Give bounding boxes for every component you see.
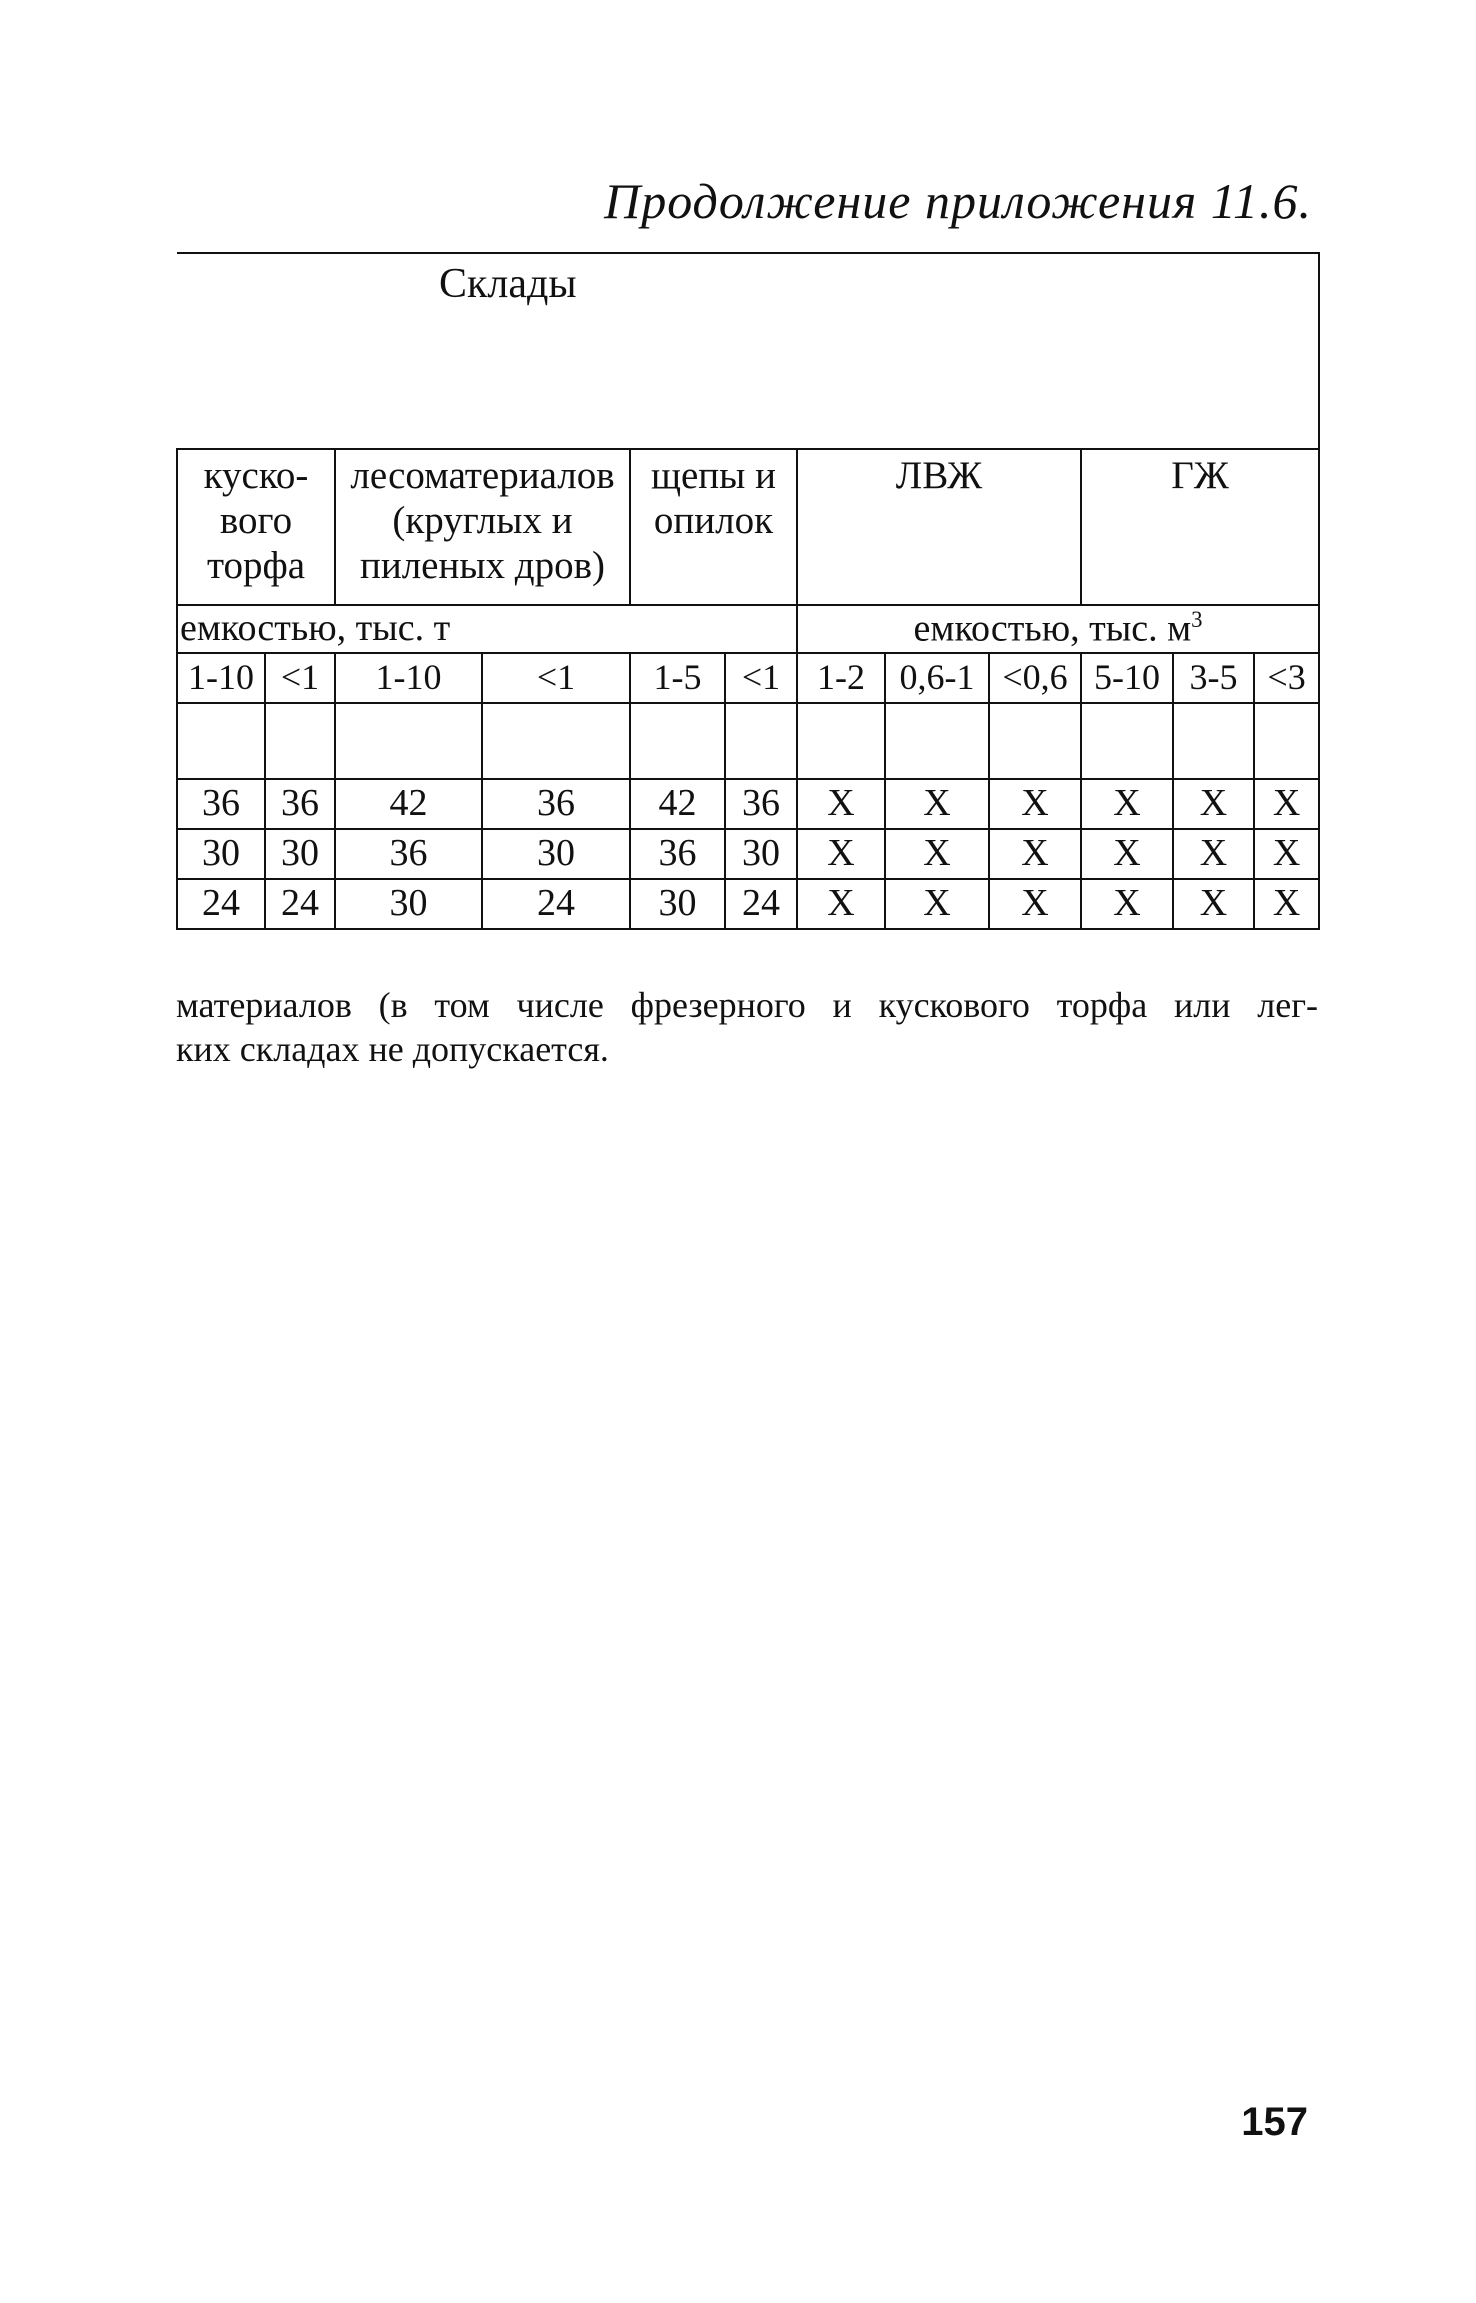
capacity-m3 [797, 605, 1319, 653]
empty-cell [797, 703, 885, 779]
value-cell: 24 [725, 879, 797, 929]
value-cell: 30 [177, 829, 265, 879]
storage-distance-table [176, 252, 1320, 930]
value-cell: 24 [265, 879, 335, 929]
value-cell: X [797, 829, 885, 879]
value-cell: X [1254, 779, 1319, 829]
value-cell: X [1254, 829, 1319, 879]
value-cell: 30 [335, 879, 482, 929]
range-row [177, 653, 1319, 703]
table-row [177, 879, 1319, 929]
value-cell: X [989, 829, 1081, 879]
storage-table-container [176, 252, 1318, 930]
table-row [177, 829, 1319, 879]
value-cell: 24 [482, 879, 630, 929]
empty-cell [1173, 703, 1254, 779]
value-cell: X [1081, 829, 1173, 879]
value-cell: X [885, 779, 989, 829]
group-chips [630, 449, 797, 605]
value-cell: 30 [482, 829, 630, 879]
empty-cell [885, 703, 989, 779]
empty-cell [265, 703, 335, 779]
table-row [177, 779, 1319, 829]
value-cell: 24 [177, 879, 265, 929]
value-cell: 36 [265, 779, 335, 829]
value-cell: 36 [335, 829, 482, 879]
range-cell: 1-5 [630, 653, 725, 703]
value-cell: X [989, 779, 1081, 829]
group-lvzh [797, 449, 1081, 605]
empty-row [177, 703, 1319, 779]
group-gzh [1081, 449, 1319, 605]
page-heading: Продолжение приложения 11.6. [604, 173, 1312, 229]
capacity-row [177, 605, 1319, 653]
empty-cell [1081, 703, 1173, 779]
paragraph-line: материалов (в том числе фрезерного и кускового торфа или лег- [176, 985, 1318, 1025]
range-cell: 1-10 [335, 653, 482, 703]
empty-cell [482, 703, 630, 779]
value-cell: 36 [482, 779, 630, 829]
value-cell: 36 [725, 779, 797, 829]
body-paragraph [176, 984, 1318, 1072]
group-lvzh-label: ЛВЖ [895, 454, 983, 497]
value-cell: X [1173, 779, 1254, 829]
value-cell: X [1254, 879, 1319, 929]
range-cell: <1 [482, 653, 630, 703]
value-cell: 30 [725, 829, 797, 879]
value-cell: X [885, 829, 989, 879]
group-timber-label: лесоматериалов (круглых и пиленых дров) [350, 454, 615, 587]
value-cell: X [1081, 879, 1173, 929]
capacity-m3-exponent: 3 [1191, 607, 1203, 633]
value-cell: X [797, 779, 885, 829]
group-header-row [177, 449, 1319, 605]
value-cell: X [797, 879, 885, 929]
empty-cell [630, 703, 725, 779]
range-cell: <1 [725, 653, 797, 703]
value-cell: X [1173, 829, 1254, 879]
value-cell: 36 [630, 829, 725, 879]
value-cell: 42 [335, 779, 482, 829]
value-cell: X [885, 879, 989, 929]
value-cell: 42 [630, 779, 725, 829]
value-cell: X [989, 879, 1081, 929]
empty-cell [1254, 703, 1319, 779]
range-cell: <3 [1254, 653, 1319, 703]
range-cell: <0,6 [989, 653, 1081, 703]
capacity-tonnes: емкостью, тыс. т [177, 605, 797, 653]
group-gzh-label: ГЖ [1171, 454, 1229, 497]
empty-cell [335, 703, 482, 779]
range-cell: 0,6-1 [885, 653, 989, 703]
group-peat [177, 449, 335, 605]
group-timber [335, 449, 630, 605]
page-number: 157 [1241, 2100, 1308, 2144]
range-cell: 5-10 [1081, 653, 1173, 703]
group-chips-label: щепы и опилок [650, 454, 777, 542]
table-title: Склады [177, 253, 1319, 449]
empty-cell [177, 703, 265, 779]
value-cell: 36 [177, 779, 265, 829]
range-cell: <1 [265, 653, 335, 703]
value-cell: X [1081, 779, 1173, 829]
value-cell: 30 [265, 829, 335, 879]
range-cell: 1-2 [797, 653, 885, 703]
value-cell: X [1173, 879, 1254, 929]
empty-cell [989, 703, 1081, 779]
table-title-row [177, 253, 1319, 449]
empty-cell [725, 703, 797, 779]
group-peat-label: куско- вого торфа [203, 454, 309, 587]
range-cell: 3-5 [1173, 653, 1254, 703]
paragraph-line: ких складах не допускается. [176, 1028, 609, 1069]
value-cell: 30 [630, 879, 725, 929]
capacity-m3-label: емкостью, тыс. м [913, 607, 1192, 650]
range-cell: 1-10 [177, 653, 265, 703]
